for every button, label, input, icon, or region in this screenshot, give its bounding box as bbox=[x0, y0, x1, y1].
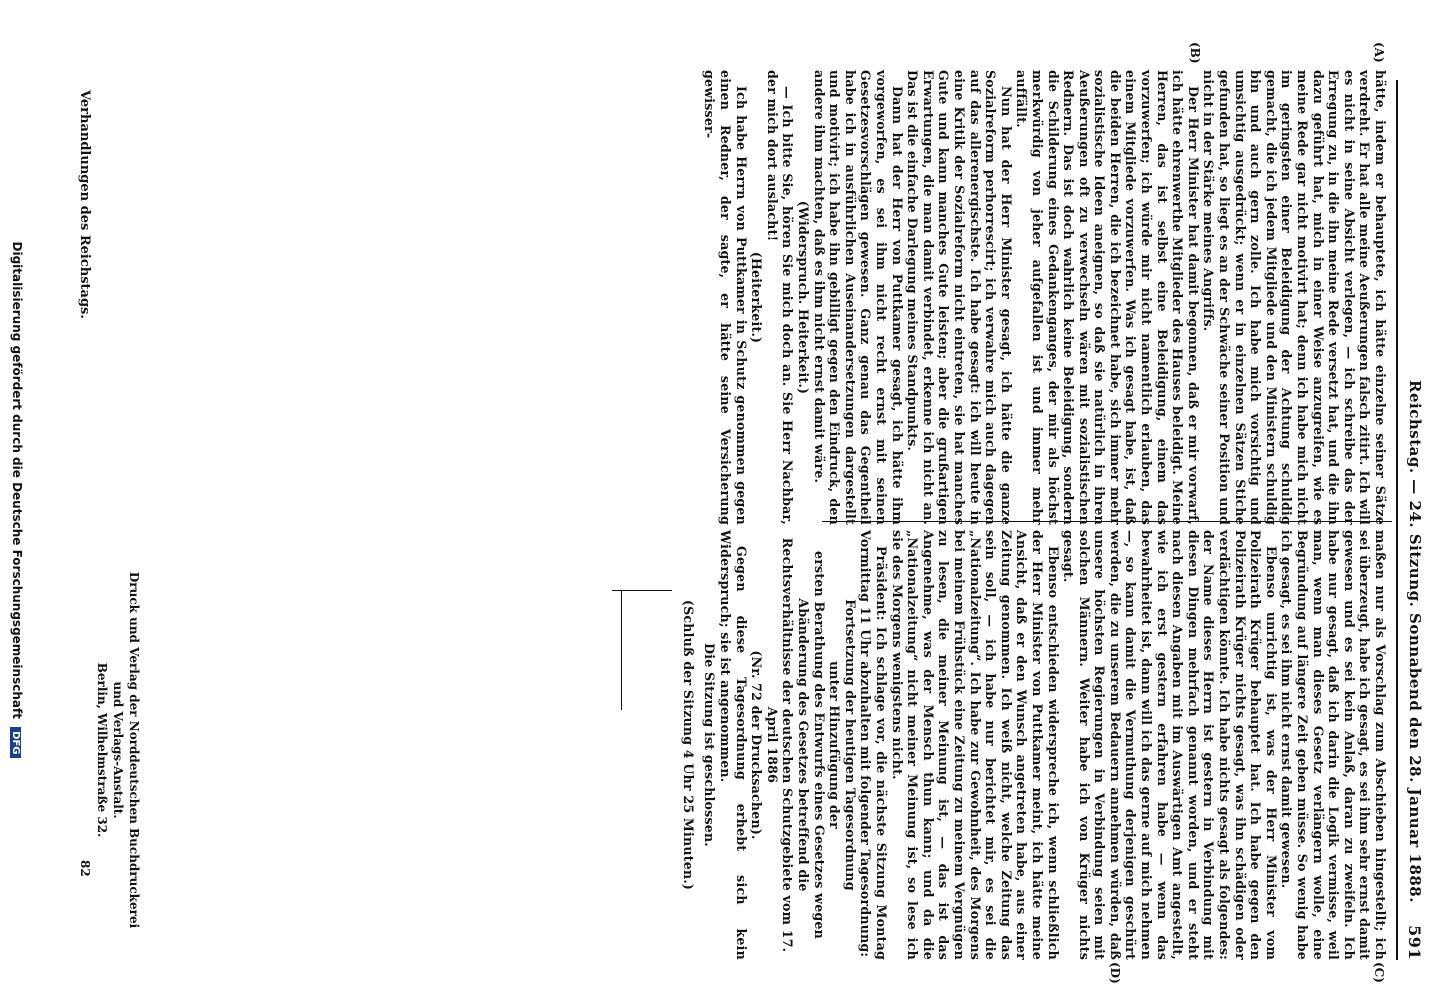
closing-statement-1: Gegen diese Tagesordnung erhebt sich kein Widerspruch; sie ist angenommen. bbox=[718, 530, 749, 960]
imprint-line-2: Berlin, Wilhelmstraße 32. bbox=[95, 662, 109, 838]
left-column bbox=[702, 70, 1388, 525]
header-page-number: 591 bbox=[1405, 925, 1424, 960]
right-column bbox=[680, 530, 1388, 960]
dfg-logo: DFG bbox=[10, 727, 21, 758]
right-paragraph-2: Ebenso unrichtig ist, was der Herr Minister vom Polizeirath Krüger behauptet hat. Ich habe gegen den Polizeirath Krüger nichts gesagt, was ihn schädigen oder verdächtigen könnte. Ich habe nichts gesagt als folgendes: der Name dieses Herrn ist gestern in Verbindung mit diesen Dingen mehrfach genannt worden, und er steht nach diesen Angaben mit im Auswärtigen Amt angestellt, wie ich erst gestern erfahren habe — wenn das bewahrheitet ist, dann will ich das gerne auf mich nehmen —, so kann damit die Vermuthung derjenigen geschürt werden, die zu unserem Bedauern annehmen würden, daß unsere höchsten Regierungen in Verbindung seien mit solchen Männern. Weiter habe ich von Krüger nichts gesagt. bbox=[1061, 530, 1279, 960]
left-paragraph-2: Der Herr Minister hat damit begonnen, daß er mir vorwarf, ich hätte ehrenwerthe Mitglieder des Hauses beleidigt. Meine Herren, das ist selbst eine Beleidigung, einem das vorzuwerfen; ich würde mir nicht namentlich erlauben, das einem Mitgliede vorzuwerfen. Was ich gesagt habe, ist, daß die beiden Herren, die ich bezeichnet habe, sich immer mehr sozialistische Ideen aneignen, so daß sie natürlich in ihren Aeußerungen oft zu verwechseln wären mit sozialistischen Rednern. Das ist doch wahrlich keine Beleidigung, sondern die Schilderung eines Gedankenganges, der mir als höchst merkwürdig von jeher aufgefallen ist und immer mehr auffällt. bbox=[1014, 70, 1201, 525]
margin-letter-a: (A) bbox=[1372, 42, 1386, 63]
left-paragraph-4: Dann hat der Herr von Puttkamer gesagt, ich hätte ihm vorgeworfen, es sei ihm nicht recht ernst mit seinen Gesetzesvorschlägen gewesen. Ganz genau das Gegentheil habe ich in ausführlichen Auseinandersetzungen dargestellt und motivirt; ich habe ihn gebilligt gegen den Eindruck, den andere ihm machten, daß es ihm nicht ernst damit wäre. bbox=[811, 70, 905, 525]
left-paragraph-6: Ich habe Herrn von Puttkamer in Schutz genommen gegen einen Redner, der sagte, er hätte seine Versicherung gewisser- bbox=[702, 70, 749, 525]
interjection-2: (Heiterkeit.) bbox=[749, 251, 765, 344]
column-divider bbox=[822, 521, 1392, 522]
margin-letter-b: (B) bbox=[1188, 42, 1202, 64]
dfg-credit bbox=[2, 0, 24, 1000]
header-title: Reichstag. — 24. Sitzung. Sonnabend den 28. Januar 1888. bbox=[1406, 380, 1424, 903]
footer-verhandlungen: Verhandlungen des Reichstags. bbox=[77, 90, 92, 319]
separator-rule-vertical bbox=[612, 590, 672, 591]
agenda-item-2: unter Hinzufügung der bbox=[827, 661, 843, 829]
sheet-number: 82 bbox=[78, 860, 92, 877]
agenda-item-3: ersten Berathung des Entwurfs eines Gesetzes wegen Abänderung des Gesetzes betreffend die Rechtsverhältnisse der deutschen Schutzgebiete vom 17. April 1886 bbox=[764, 537, 827, 953]
imprint-line-1: Druck und Verlag der Norddeutschen Buchdruckerei und Verlags-Anstalt. bbox=[111, 571, 141, 929]
page-header bbox=[1398, 80, 1428, 960]
right-paragraph-3: Ebenso entschieden widerspreche ich, wenn schließlich der Herr Minister von Puttkamer meint, ich hätte meine Ansicht, daß er den Wunsch angetreten habe, aus einer Zeitung genommen. Ich weiß nicht, welche Zeitung das sein soll, — ich habe nur berichtet mir, es sei die „Nationalzeitung“. Ich habe zur Gewohnheit, des Morgens bei meinem Frühstück eine Zeitung zu meinem Vergnügen zu lesen, die meiner Meinung ist, — das ist das Angenehme, was der Mensch thun kann; und da die „Nationalzeitung“ nicht meiner Meinung ist, so lese ich sie des Morgens wenigstens nicht. bbox=[889, 530, 1061, 960]
left-paragraph-1: hätte, indem er behauptete, ich hätte einzelne seiner Sätze verdreht. Er hat alle meine Aeußerungen falsch zitirt. Ich will es nicht in seine Absicht verlegen, — ich schreibe das der Erregung zu, in die ihn meine Rede versetzt hat, und die ihn dazu geführt hat, mich in einer Weise anzugreifen, wie es meine Rede gar nicht motivirt hat; denn ich habe mich nicht im geringsten einer Beleidigung der Achtung schuldig gemacht, die ich jedem Mitgliede und den Ministern schuldig bin und auch gern zolle. Ich habe mich vorsichtig und umsichtig ausgedrückt; wenn er in einzelnen Sätzen Stiche gefunden hat, so liegt es an der Schwäche seiner Position und nicht in der Stärke meines Angriffs. bbox=[1201, 70, 1388, 525]
agenda-item-4: (Nr. 72 der Drucksachen). bbox=[749, 650, 765, 840]
interjection-1: (Widerspruch. Heiterkeit.) bbox=[796, 200, 812, 395]
header-rule bbox=[1396, 80, 1398, 960]
margin-letter-d: (D) bbox=[1108, 962, 1122, 984]
left-paragraph-3: Nun hat der Herr Minister gesagt, ich hätte die ganze Sozialreform perhorrescirt; ich verwahre mich auch dagegen auf das allerenergischste. Ich habe gesagt: ich will heute in eine Kritik der Sozialreform nicht eintreten, sie hat manches Gute und kann manches Gute leisten; aber die grußartigen Erwartungen, die man damit verbindet, erkenne ich nicht an. Das ist die einfache Darlegung meines Standpunkts. bbox=[905, 70, 1014, 525]
session-end: (Schluß der Sitzung 4 Uhr 25 Minuten.) bbox=[680, 599, 696, 891]
president-text: Ich schlage vor, die nächste Sitzung Montag Vormittag 11 Uhr abzuhalten mit folgender Tagesordnung: bbox=[858, 530, 889, 960]
president-statement bbox=[858, 530, 889, 960]
separator-rule-1 bbox=[621, 590, 622, 710]
closing-statement-2: Die Sitzung ist geschlossen. bbox=[702, 643, 718, 847]
president-label: Präsident: bbox=[874, 546, 889, 621]
dfg-text: Digitalisierung gefördert durch die Deutsche Forschungsgemeinschaft bbox=[10, 241, 24, 719]
margin-letter-c: (C) bbox=[1372, 962, 1386, 983]
left-paragraph-5: — Ich bitte Sie, hören Sie mich doch an. Sie Herr Nachbar, der mich dort auslacht! bbox=[764, 70, 796, 525]
imprint bbox=[94, 560, 142, 940]
agenda-item-1: Fortsetzung der heutigen Tagesordnung bbox=[842, 599, 858, 891]
right-paragraph-1: maßen nur als Vorschlag zum Abschieben hingestellt; ich sei überzeugt, habe ich gesagt, es sei ihm sehr ernst damit gewesen und es sei kein Anlaß, daran zu zweifeln. Ich habe nur gesagt, daß ich darin die Logik vermisse, weil man, wenn man dieses Gesetz verlängern wolle, eine Begründung auf längere Zeit geben müsse. So wenig habe ich gesagt, es sei ihm nicht ernst damit gewesen. bbox=[1279, 530, 1388, 960]
